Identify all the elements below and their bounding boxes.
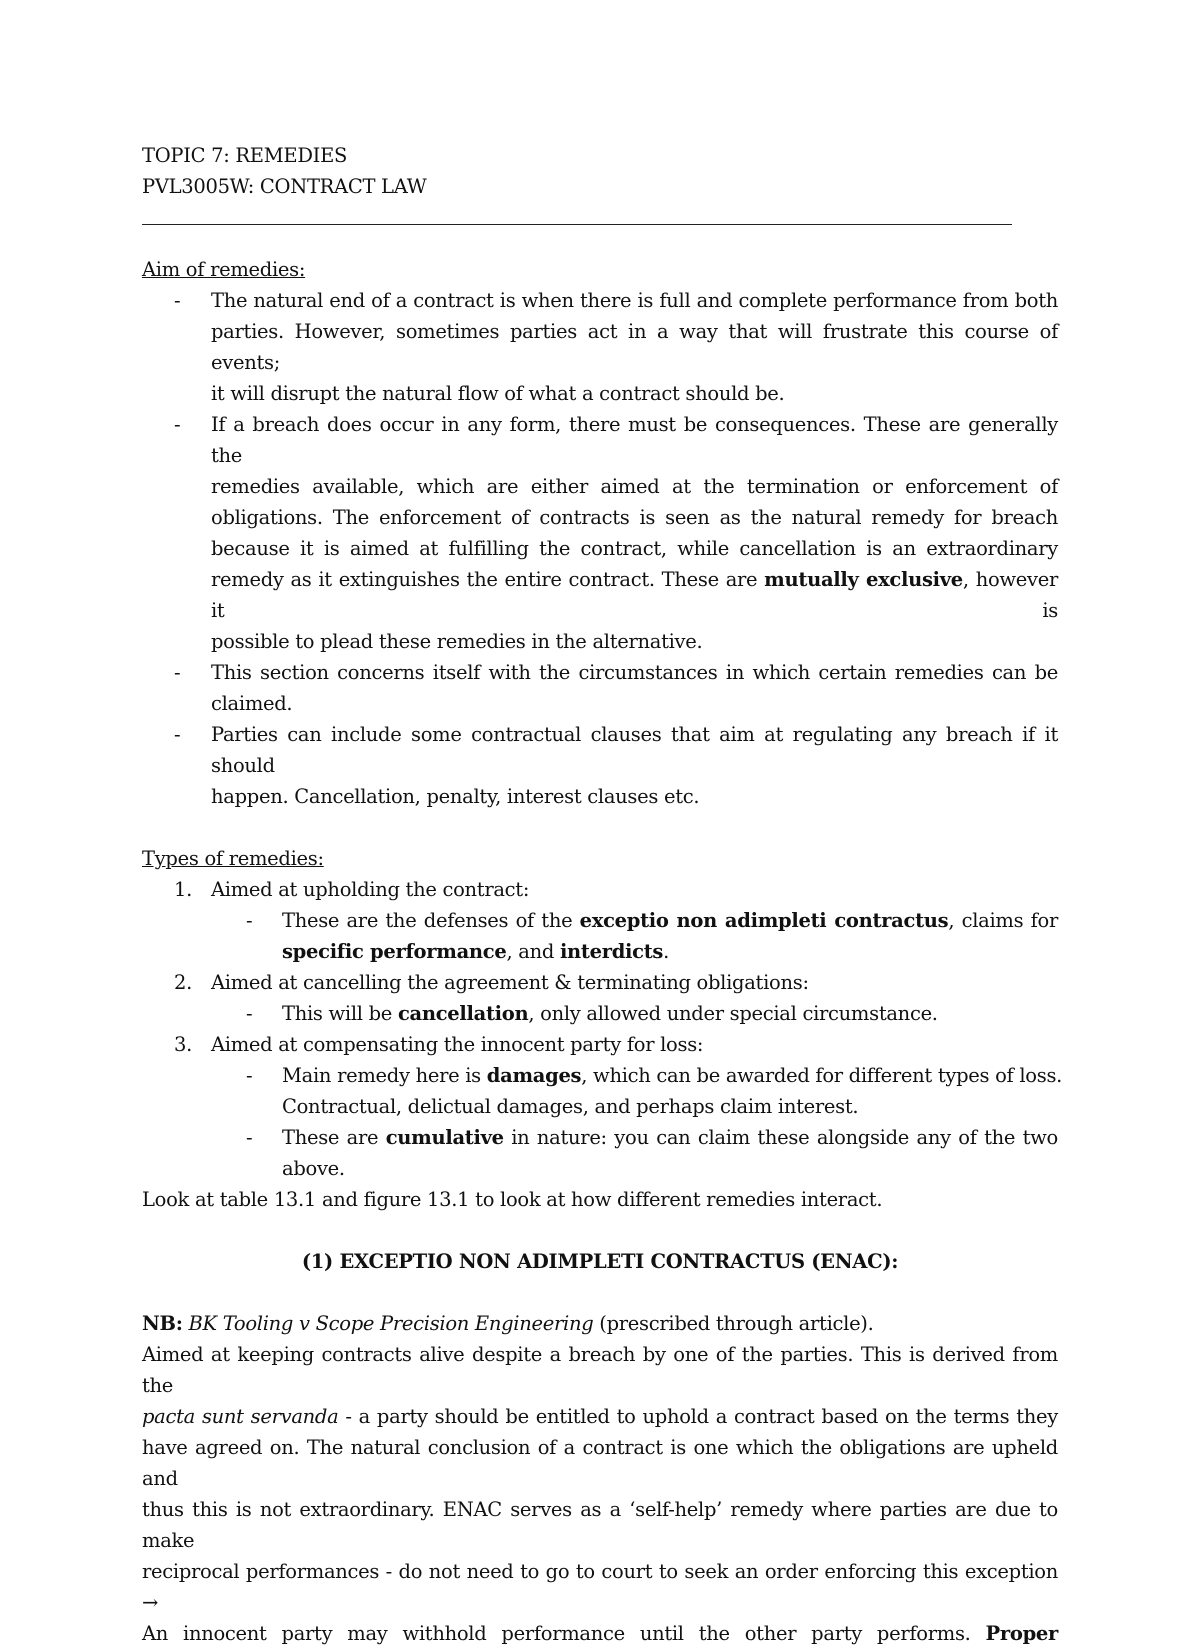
text-span: These are the defenses of the: [282, 909, 580, 932]
text-span: in nature: you can claim these alongside any of the two: [503, 1126, 1058, 1149]
text-line: Aimed at cancelling the agreement & terminating obligations:: [211, 971, 809, 994]
text-line: possible to plead these remedies in the alternative.: [211, 630, 703, 653]
text-line: it will disrupt the natural flow of what a contract should be.: [211, 382, 785, 405]
text-line: claimed.: [211, 692, 293, 715]
emphasis-mutually-exclusive: mutually exclusive: [764, 568, 963, 591]
aim-bullet-4: [142, 719, 1058, 812]
emphasis-cancellation: cancellation: [397, 1002, 529, 1025]
aim-bullet-3: [142, 657, 1058, 719]
text-line: [142, 1401, 1058, 1432]
emphasis-proper: Proper: [985, 1622, 1058, 1645]
text-line: reciprocal performances - do not need to go to court to seek an order enforcing this exception →: [142, 1560, 1058, 1614]
list-number: 3.: [174, 1033, 193, 1056]
text-line: This section concerns itself with the circumstances in which certain remedies can be: [211, 661, 1058, 684]
text-line: Parties can include some contractual clauses that aim at regulating any breach if it should: [211, 723, 1058, 777]
text-span: , however it is: [211, 568, 1058, 622]
emphasis-damages: damages: [486, 1064, 582, 1087]
text-span: This will be: [282, 1002, 398, 1025]
aim-heading: Aim of remedies:: [142, 258, 306, 281]
list-number: 1.: [174, 878, 193, 901]
emphasis-specific-performance: specific performance: [282, 940, 507, 963]
text-span: (prescribed through article).: [593, 1312, 874, 1335]
text-span: , claims for: [948, 909, 1058, 932]
text-line: obligations. The enforcement of contracts is seen as the natural remedy for breach: [211, 506, 1058, 529]
text-line: [282, 998, 1058, 1029]
text-span: Main remedy here is: [282, 1064, 487, 1087]
text-line: have agreed on. The natural conclusion of a contract is one which the obligations are upheld and: [142, 1436, 1058, 1490]
bullet-marker: -: [174, 413, 181, 436]
bullet-marker: -: [246, 1064, 253, 1087]
text-line: Aimed at keeping contracts alive despite a breach by one of the parties. This is derived from the: [142, 1343, 1058, 1397]
types-item-1: [142, 874, 1058, 905]
types-item-3-sub-1: [142, 1060, 1063, 1122]
bullet-marker: -: [246, 1002, 253, 1025]
enac-section-title: (1) EXCEPTIO NON ADIMPLETI CONTRACTUS (ENAC):: [301, 1250, 899, 1273]
text-line: thus this is not extraordinary. ENAC serves as a ‘self-help’ remedy where parties are due to make: [142, 1498, 1058, 1552]
nb-label: NB:: [142, 1312, 183, 1335]
text-line: [282, 905, 1058, 936]
text-line: Contractual, delictual damages, and perhaps claim interest.: [282, 1095, 859, 1118]
text-line: because it is aimed at fulfilling the contract, while cancellation is an extraordinary: [211, 537, 1058, 560]
types-item-2: [142, 967, 1058, 998]
text-line: If a breach does occur in any form, there must be consequences. These are generally the: [211, 413, 1058, 467]
latin-term: pacta sunt servanda: [142, 1405, 339, 1428]
types-item-3: [142, 1029, 1058, 1060]
text-line: remedies available, which are either aimed at the termination or enforcement of: [211, 475, 1058, 498]
types-item-2-sub-1: [142, 998, 1058, 1029]
emphasis-cumulative: cumulative: [385, 1126, 504, 1149]
topic-title: TOPIC 7: REMEDIES: [142, 144, 348, 167]
course-title: PVL3005W: CONTRACT LAW: [142, 175, 427, 198]
types-item-1-sub-1: [142, 905, 1058, 967]
text-line: above.: [282, 1157, 345, 1180]
types-footer-note: Look at table 13.1 and figure 13.1 to look at how different remedies interact.: [142, 1188, 883, 1211]
text-line: parties. However, sometimes parties act in a way that will frustrate this course of events;: [211, 320, 1058, 374]
types-item-3-sub-2: [142, 1122, 1058, 1184]
aim-bullet-2: [142, 409, 1058, 657]
emphasis-enac: exceptio non adimpleti contractus: [579, 909, 949, 932]
text-line: [282, 1122, 1058, 1153]
bullet-marker: -: [246, 909, 253, 932]
emphasis-interdicts: interdicts: [559, 940, 664, 963]
text-span: - a party should be entitled to uphold a contract based on the terms they: [338, 1405, 1058, 1428]
text-span: , which can be awarded for different types of loss.: [581, 1064, 1063, 1087]
aim-bullet-1: [142, 285, 1058, 409]
header-divider: [142, 224, 1012, 225]
text-span: remedy as it extinguishes the entire contract. These are: [211, 568, 765, 591]
text-line: [142, 1618, 1058, 1649]
bullet-marker: -: [174, 289, 181, 312]
nb-line: [142, 1308, 1058, 1339]
text-span: .: [663, 940, 670, 963]
text-span: These are: [282, 1126, 386, 1149]
text-span: , only allowed under special circumstance.: [528, 1002, 938, 1025]
enac-paragraph: [142, 1339, 1058, 1649]
text-line: [282, 1060, 1063, 1091]
text-line: [211, 564, 1058, 626]
types-heading: Types of remedies:: [142, 847, 324, 870]
case-citation: BK Tooling v Scope Precision Engineering: [188, 1312, 594, 1335]
bullet-marker: -: [246, 1126, 253, 1149]
bullet-marker: -: [174, 661, 181, 684]
text-span: , and: [506, 940, 560, 963]
text-line: Aimed at compensating the innocent party for loss:: [211, 1033, 704, 1056]
list-number: 2.: [174, 971, 193, 994]
text-line: Aimed at upholding the contract:: [211, 878, 530, 901]
document-body: [142, 140, 1063, 1649]
text-span: An innocent party may withhold performance until the other party performs.: [142, 1622, 986, 1645]
text-line: [282, 936, 1058, 967]
text-line: happen. Cancellation, penalty, interest clauses etc.: [211, 785, 700, 808]
bullet-marker: -: [174, 723, 181, 746]
text-line: The natural end of a contract is when there is full and complete performance from both: [211, 289, 1058, 312]
